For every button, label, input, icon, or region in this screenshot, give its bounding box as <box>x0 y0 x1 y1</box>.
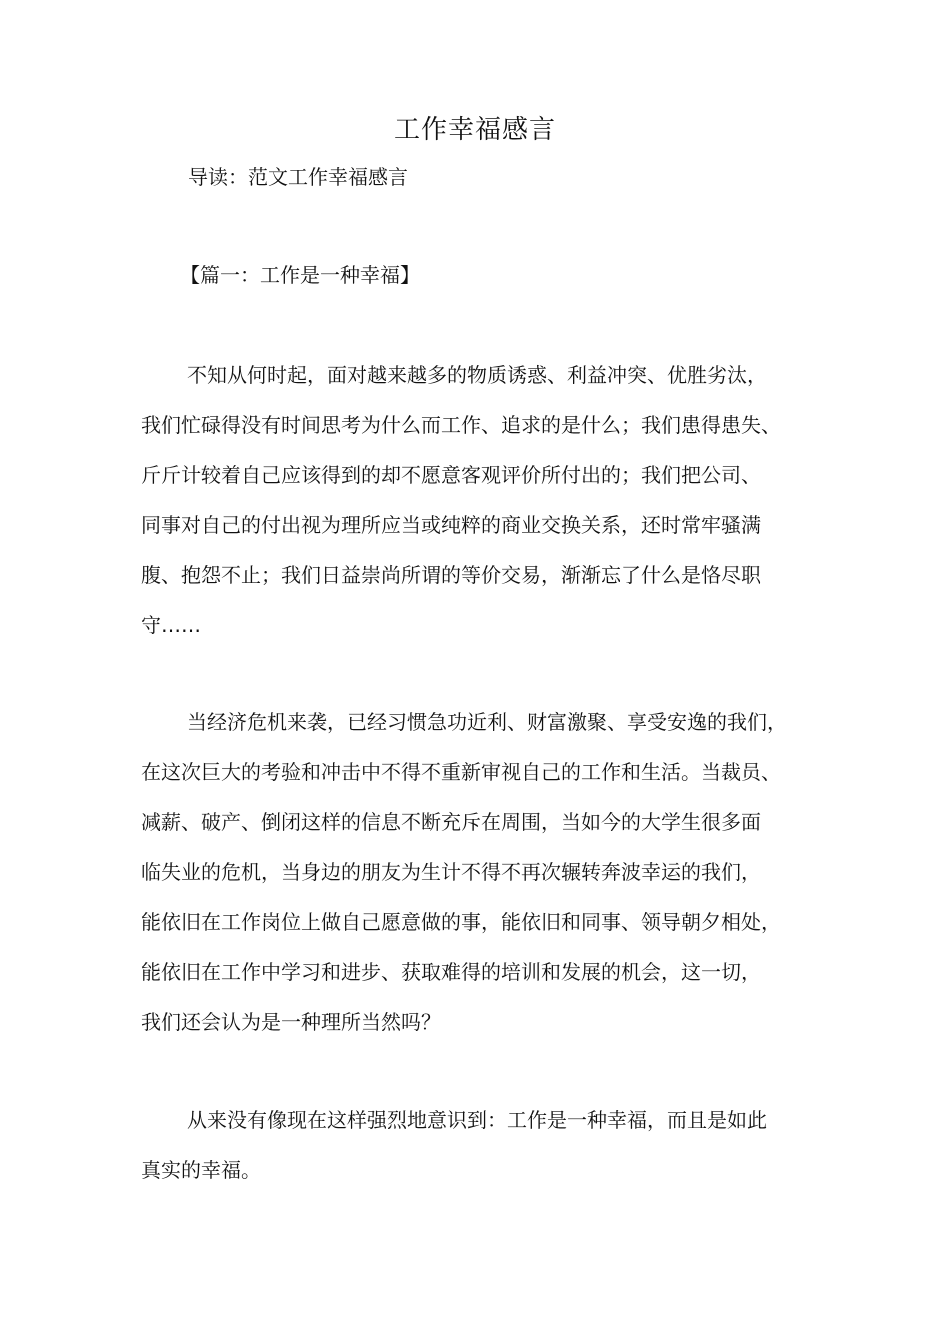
paragraph-line: 斤斤计较着自己应该得到的却不愿意客观评价所付出的；我们把公司、 <box>141 463 761 487</box>
paragraph-line: 我们忙碌得没有时间思考为什么而工作、追求的是什么；我们患得患失、 <box>141 413 781 437</box>
paragraph-line: 守…… <box>141 613 201 637</box>
paragraph-line: 能依旧在工作岗位上做自己愿意做的事，能依旧和同事、领导朝夕相处， <box>141 910 781 934</box>
section-heading: 【篇一：工作是一种幸福】 <box>180 263 420 287</box>
paragraph-line: 能依旧在工作中学习和进步、获取难得的培训和发展的机会，这一切， <box>141 960 761 984</box>
document-title: 工作幸福感言 <box>393 115 556 145</box>
paragraph-line: 腹、抱怨不止；我们日益崇尚所谓的等价交易，渐渐忘了什么是恪尽职 <box>141 563 761 587</box>
paragraph-3 <box>141 1095 841 1195</box>
paragraph-1 <box>141 350 841 650</box>
paragraph-line: 临失业的危机，当身边的朋友为生计不得不再次辗转奔波幸运的我们， <box>141 860 761 884</box>
intro-line: 导读：范文工作幸福感言 <box>188 165 408 189</box>
paragraph-line: 同事对自己的付出视为理所应当或纯粹的商业交换关系，还时常牢骚满 <box>141 513 761 537</box>
paragraph-line: 从来没有像现在这样强烈地意识到：工作是一种幸福，而且是如此 <box>187 1108 767 1132</box>
paragraph-line: 在这次巨大的考验和冲击中不得不重新审视自己的工作和生活。当裁员、 <box>141 760 781 784</box>
paragraph-line: 我们还会认为是一种理所当然吗？ <box>141 1010 441 1034</box>
paragraph-line: 真实的幸福。 <box>141 1158 261 1182</box>
paragraph-line: 当经济危机来袭，已经习惯急功近利、财富激聚、享受安逸的我们， <box>187 710 787 734</box>
paragraph-line: 减薪、破产、倒闭这样的信息不断充斥在周围，当如今的大学生很多面 <box>141 810 761 834</box>
paragraph-line: 不知从何时起，面对越来越多的物质诱惑、利益冲突、优胜劣汰， <box>187 363 767 387</box>
paragraph-2 <box>141 697 841 1047</box>
